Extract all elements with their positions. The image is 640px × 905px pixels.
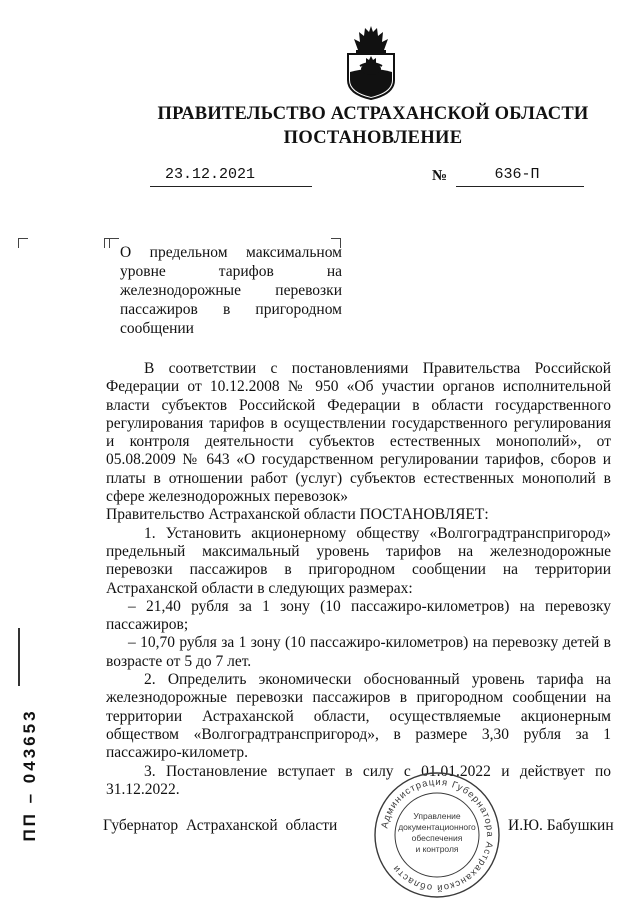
org-title: ПРАВИТЕЛЬСТВО АСТРАХАНСКОЙ ОБЛАСТИ: [157, 104, 589, 124]
corner-mark-subject-left-inner: [109, 238, 119, 248]
stamp-line-1: Управление: [413, 811, 461, 821]
side-code: [12, 700, 48, 850]
item-3-paragraph: 3. Постановление вступает в силу с 01.01.2022 и действует по 31.12.2022.: [106, 762, 611, 798]
stamp-ring-text: Администрация Губернатора Астраханской области: [379, 776, 496, 894]
official-stamp: [372, 770, 502, 900]
doc-number: 636-П: [494, 166, 540, 183]
date-underline: [150, 186, 312, 187]
signatory-name: И.Ю. Бабушкин: [508, 817, 614, 834]
stamp-line-3: обеспечения: [411, 833, 463, 843]
number-underline: [456, 186, 584, 187]
side-margin-line: [18, 628, 20, 686]
body-text: [106, 360, 611, 799]
decree-paragraph: Правительство Астраханской области ПОСТАНОВЛЯЕТ:: [106, 506, 489, 524]
preamble-paragraph: В соответствии с постановлениями Правительства Российской Федерации от 10.12.2008 № 950 «Об участии органов исполнительной власти субъектов Российской Федерации в области государственного регулирования тарифов в осуществлении государственного регулирования и контроля деятельности субъектов естественных монополий», от 05.08.2009 № 643 «О государственном регулировании тарифов, сборов и платы в отношении работ (услуг) субъектов естественных монополий в сфере железнодорожных перевозок»: [106, 360, 611, 506]
side-code-text: ПП – 043653: [20, 708, 39, 842]
stamp-line-2: документационного: [398, 822, 476, 832]
item-1-paragraph: 1. Установить акционерному обществу «Волгоградтранспригород» предельный максимальный уровень тарифов на железнодорожные перевозки пассажиров в пригородном сообщении на территории Астраханской области в следующих размерах:: [106, 524, 611, 597]
subject-text: О предельном максимальном уровне тарифов на железнодорожные перевозки пассажиров в пригородном сообщении: [120, 244, 342, 337]
signatory-title: Губернатор Астраханской области: [103, 817, 338, 834]
coat-of-arms-emblem: [342, 22, 400, 100]
item-1b-paragraph: – 10,70 рубля за 1 зону (10 пассажиро-километров) на перевозку детей в возрасте от 5 до 7 лет.: [106, 634, 611, 670]
number-sign: №: [432, 168, 448, 184]
doc-type-title: ПОСТАНОВЛЕНИЕ: [283, 128, 463, 148]
corner-mark-top-left: [18, 238, 28, 248]
doc-date: 23.12.2021: [164, 166, 255, 183]
stamp-line-4: и контроля: [415, 844, 459, 854]
item-2-paragraph: 2. Определить экономически обоснованный уровень тарифа на железнодорожные перевозки пассажиров в пригородном сообщении на территории Астраханской области, осуществляемые акционерным обществом «Волгоградтранспригород», в размере 3,30 рубля за 1 пассажиро-километр.: [106, 671, 611, 762]
item-1a-paragraph: – 21,40 рубля за 1 зону (10 пассажиро-километров) на перевозку пассажиров;: [106, 597, 611, 634]
